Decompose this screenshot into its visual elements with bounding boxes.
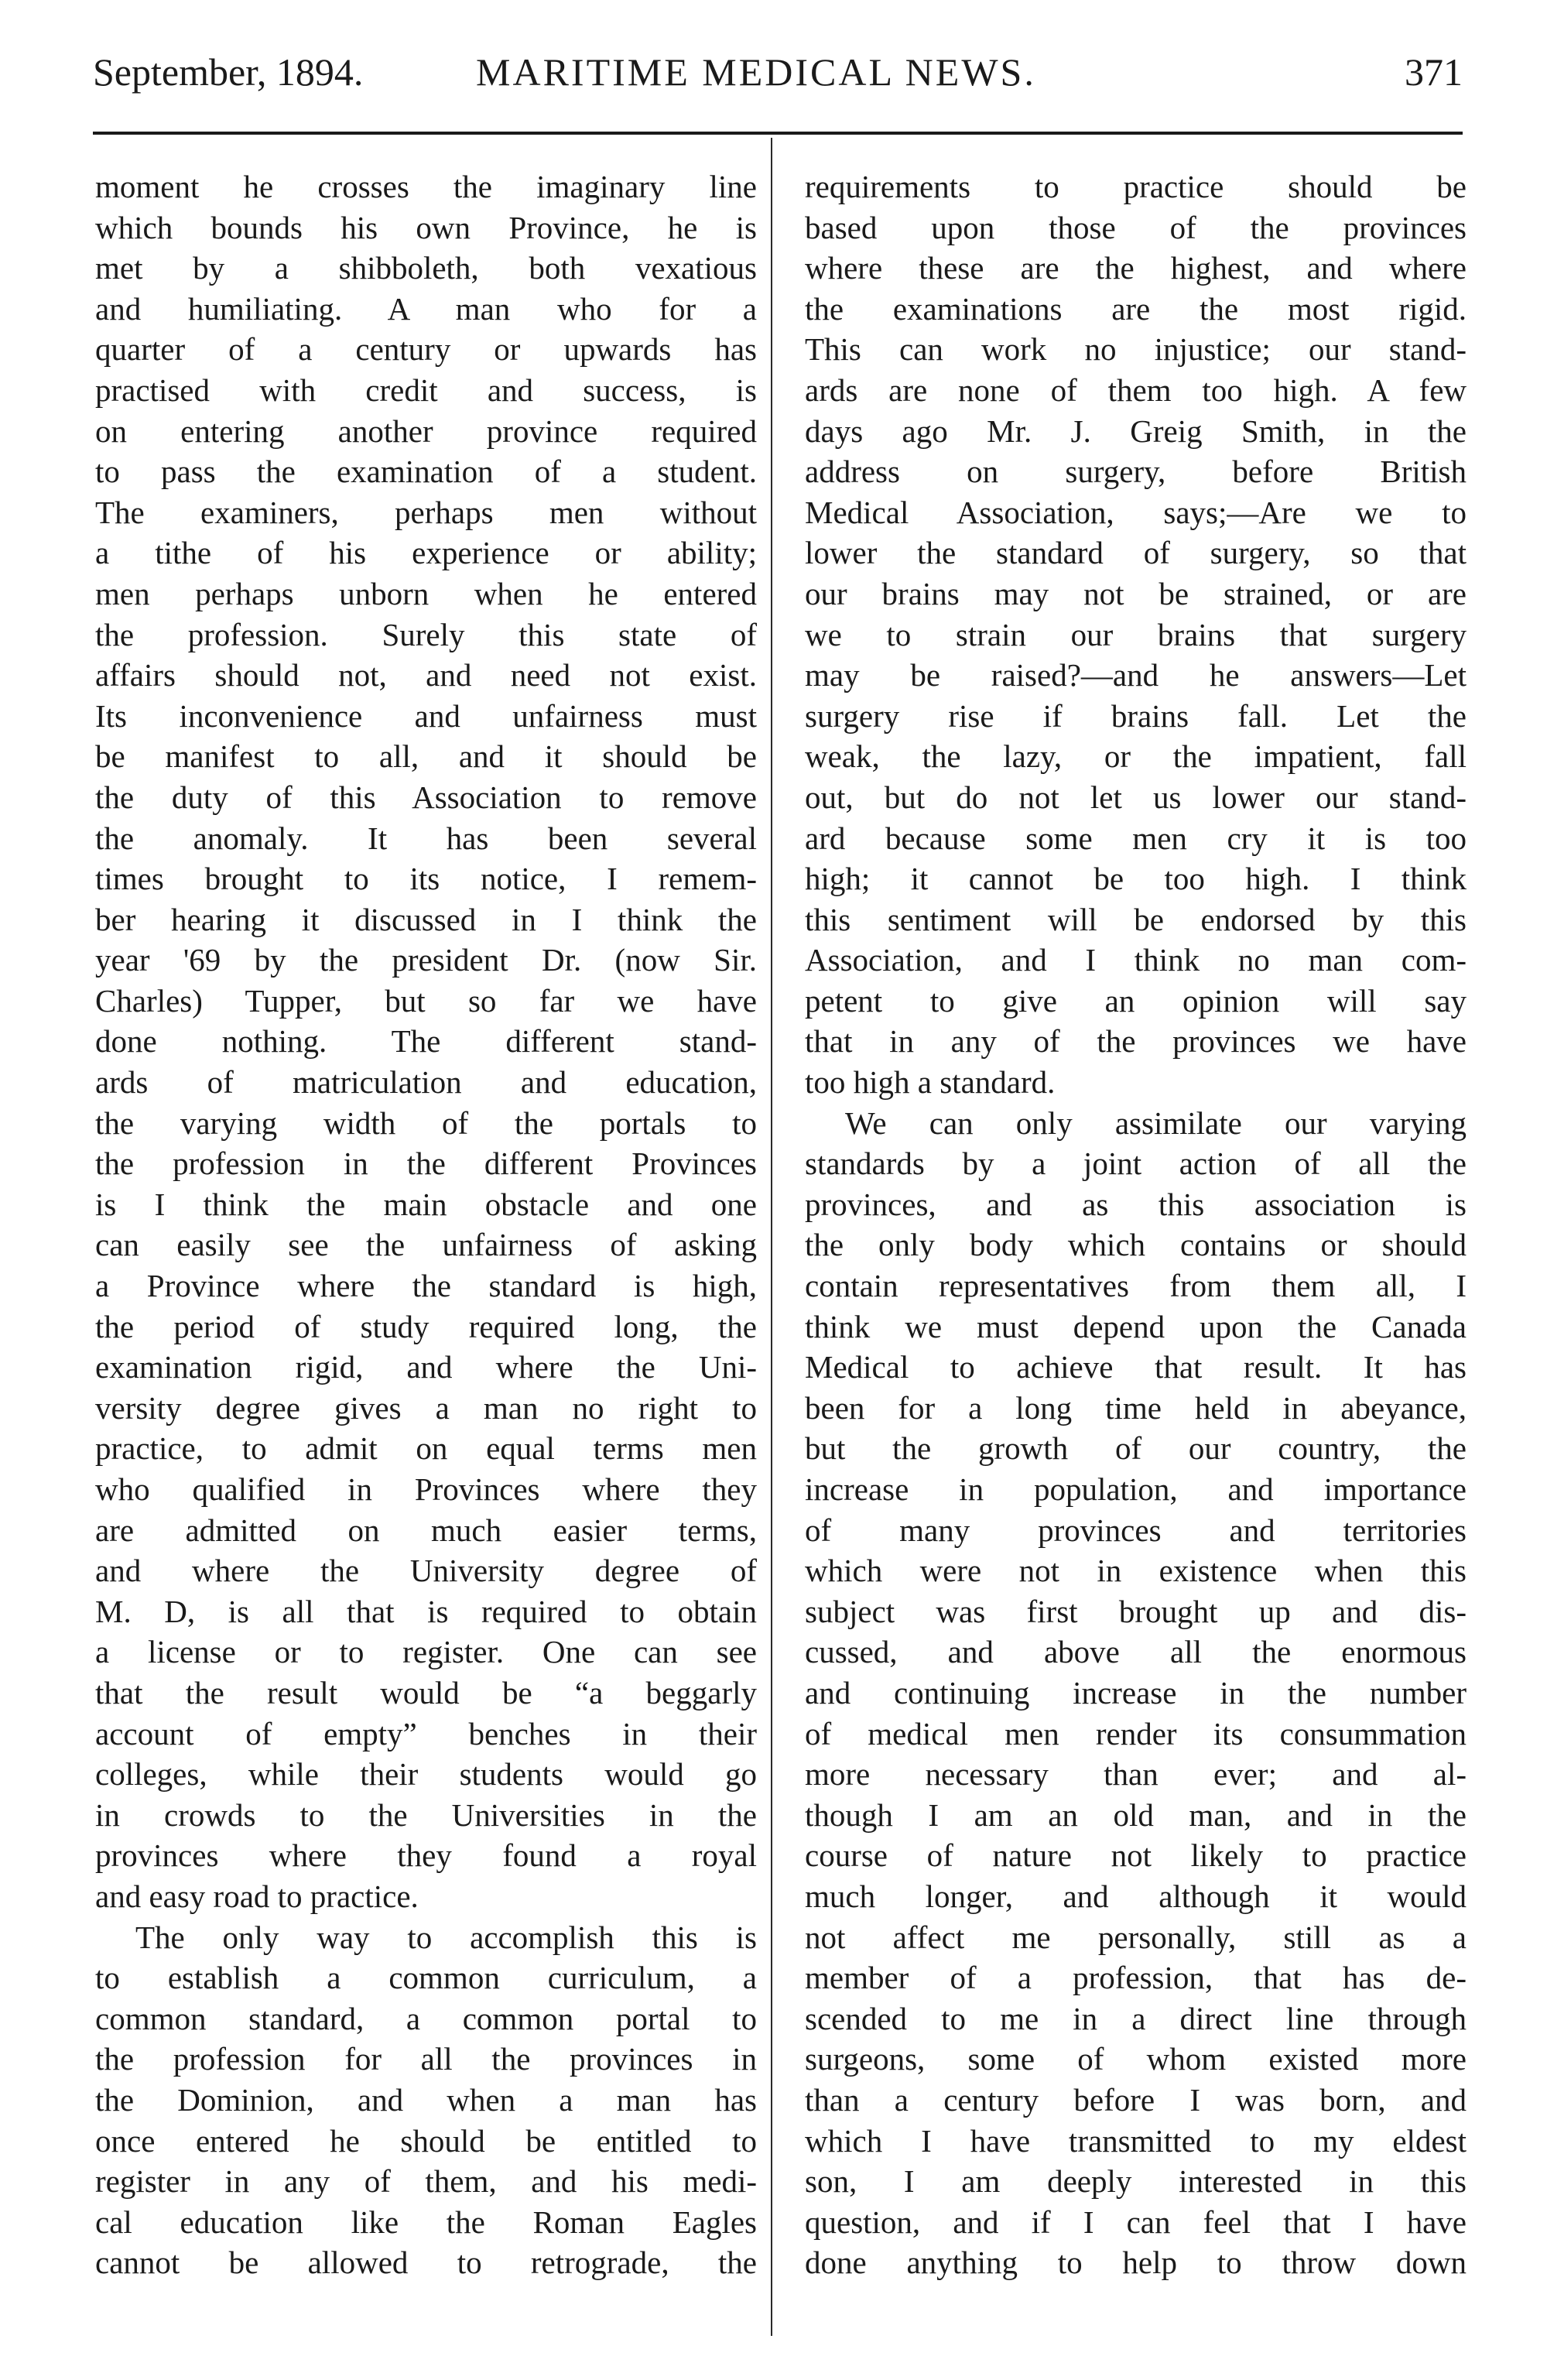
text-line: men perhaps unborn when he entered [95, 575, 757, 611]
text-line: a Province where the standard is high, [95, 1268, 757, 1304]
text-line: increase in population, and importance [805, 1471, 1467, 1507]
text-line: ard because some men cry it is too [805, 820, 1467, 856]
text-line: that the result would be “a beggarly [95, 1674, 757, 1711]
text-line: account of empty” benches in their [95, 1715, 757, 1752]
text-line: colleges, while their students would go [95, 1756, 757, 1793]
page-number: 371 [1405, 50, 1463, 94]
text-line: question, and if I can feel that I have [805, 2204, 1467, 2240]
text-line: the profession for all the provinces in [95, 2041, 757, 2077]
text-line: which bounds his own Province, he is [95, 209, 757, 245]
text-line: high; it cannot be too high. I think [805, 861, 1467, 897]
text-line: to establish a common curriculum, a [95, 1960, 757, 1996]
text-line: register in any of them, and his medi- [95, 2163, 757, 2200]
text-line: address on surgery, before British [805, 454, 1467, 490]
text-line: member of a profession, that has de- [805, 1960, 1467, 1996]
text-line: once entered he should be entitled to [95, 2122, 757, 2159]
text-line: done anything to help to throw down [805, 2245, 1467, 2281]
text-line: to pass the examination of a student. [95, 454, 757, 490]
column-divider [771, 138, 772, 2336]
text-line: common standard, a common portal to [95, 2000, 757, 2036]
text-line: petent to give an opinion will say [805, 982, 1467, 1019]
text-line: year '69 by the president Dr. (now Sir. [95, 942, 757, 978]
text-line: M. D, is all that is required to obtain [95, 1593, 757, 1629]
text-line: of medical men render its consummation [805, 1715, 1467, 1752]
text-line: We can only assimilate our varying [845, 1104, 1467, 1141]
text-line: of many provinces and territories [805, 1512, 1467, 1548]
text-line: out, but do not let us lower our stand- [805, 779, 1467, 815]
text-line: surgery rise if brains fall. Let the [805, 697, 1467, 734]
text-line: the profession in the different Provinces [95, 1145, 757, 1182]
text-line: on entering another province required [95, 413, 757, 449]
text-line: provinces, and as this association is [805, 1186, 1467, 1222]
text-line: and where the University degree of [95, 1553, 757, 1589]
text-line: the profession. Surely this state of [95, 616, 757, 652]
header-date: September, 1894. [93, 50, 364, 94]
text-line: cannot be allowed to retrograde, the [95, 2245, 757, 2281]
text-line: too high a standard. [805, 1064, 1056, 1101]
text-line: examination rigid, and where the Uni- [95, 1349, 757, 1385]
text-line: the examinations are the most rigid. [805, 290, 1467, 327]
text-line: a tithe of his experience or ability; [95, 535, 757, 571]
text-line: the only body which contains or should [805, 1227, 1467, 1263]
text-line: Medical to achieve that result. It has [805, 1349, 1467, 1385]
text-line: the duty of this Association to remove [95, 779, 757, 815]
text-line: more necessary than ever; and al- [805, 1756, 1467, 1793]
text-line: the anomaly. It has been several [95, 820, 757, 856]
text-line: ber hearing it discussed in I think the [95, 901, 757, 937]
text-line: can easily see the unfairness of asking [95, 1227, 757, 1263]
text-line: we to strain our brains that surgery [805, 616, 1467, 652]
text-line: Medical Association, says;—Are we to [805, 494, 1467, 530]
text-line: provinces where they found a royal [95, 1837, 757, 1874]
text-line: not affect me personally, still as a [805, 1919, 1467, 1955]
text-line: the varying width of the portals to [95, 1104, 757, 1141]
text-line: practice, to admit on equal terms men [95, 1430, 757, 1467]
text-line: contain representatives from them all, I [805, 1268, 1467, 1304]
text-line: Association, and I think no man com- [805, 942, 1467, 978]
text-line: and humiliating. A man who for a [95, 290, 757, 327]
text-line: which I have transmitted to my eldest [805, 2122, 1467, 2159]
text-line: son, I am deeply interested in this [805, 2163, 1467, 2200]
text-line: is I think the main obstacle and one [95, 1186, 757, 1222]
text-line: scended to me in a direct line through [805, 2000, 1467, 2036]
text-line: The examiners, perhaps men without [95, 494, 757, 530]
text-line: moment he crosses the imaginary line [95, 169, 757, 204]
text-line: and easy road to practice. [95, 1878, 419, 1914]
text-line: ards are none of them too high. A few [805, 372, 1467, 408]
text-line: done nothing. The different stand- [95, 1023, 757, 1060]
text-line: think we must depend upon the Canada [805, 1308, 1467, 1344]
text-line: but the growth of our country, the [805, 1430, 1467, 1467]
text-line: may be raised?—and he answers—Let [805, 657, 1467, 693]
text-line: Charles) Tupper, but so far we have [95, 982, 757, 1019]
text-line: This can work no injustice; our stand- [805, 331, 1467, 368]
text-line: our brains may not be strained, or are [805, 575, 1467, 611]
text-line: though I am an old man, and in the [805, 1796, 1467, 1833]
text-line: that in any of the provinces we have [805, 1023, 1467, 1060]
text-line: Its inconvenience and unfairness must [95, 697, 757, 734]
text-line: cal education like the Roman Eagles [95, 2204, 757, 2240]
text-line: are admitted on much easier terms, [95, 1512, 757, 1548]
text-line: much longer, and although it would [805, 1878, 1467, 1914]
text-line: times brought to its notice, I remem- [95, 861, 757, 897]
right-column [805, 166, 1467, 2283]
text-line: course of nature not likely to practice [805, 1837, 1467, 1874]
text-line: based upon those of the provinces [805, 209, 1467, 245]
text-line: requirements to practice should be [805, 169, 1467, 204]
text-line: days ago Mr. J. Greig Smith, in the [805, 413, 1467, 449]
text-line: a license or to register. One can see [95, 1634, 757, 1670]
text-line: which were not in existence when this [805, 1553, 1467, 1589]
text-line: weak, the lazy, or the impatient, fall [805, 738, 1467, 775]
text-line: The only way to accomplish this is [135, 1919, 757, 1955]
left-column [95, 166, 757, 2283]
text-line: affairs should not, and need not exist. [95, 657, 757, 693]
text-line: the Dominion, and when a man has [95, 2081, 757, 2118]
text-line: lower the standard of surgery, so that [805, 535, 1467, 571]
text-line: be manifest to all, and it should be [95, 738, 757, 775]
text-line: subject was first brought up and dis- [805, 1593, 1467, 1629]
journal-title: MARITIME MEDICAL NEWS. [476, 50, 1036, 94]
text-line: this sentiment will be endorsed by this [805, 901, 1467, 937]
text-line: who qualified in Provinces where they [95, 1471, 757, 1507]
text-line: versity degree gives a man no right to [95, 1389, 757, 1426]
text-line: where these are the highest, and where [805, 250, 1467, 286]
text-line: met by a shibboleth, both vexatious [95, 250, 757, 286]
text-line: standards by a joint action of all the [805, 1145, 1467, 1182]
text-line: practised with credit and success, is [95, 372, 757, 408]
text-line: been for a long time held in abeyance, [805, 1389, 1467, 1426]
page-header [93, 45, 1463, 115]
text-line: cussed, and above all the enormous [805, 1634, 1467, 1670]
text-line: and continuing increase in the number [805, 1674, 1467, 1711]
text-line: ards of matriculation and education, [95, 1064, 757, 1101]
text-line: quarter of a century or upwards has [95, 331, 757, 368]
header-rule [93, 132, 1463, 135]
text-line: the period of study required long, the [95, 1308, 757, 1344]
text-line: surgeons, some of whom existed more [805, 2041, 1467, 2077]
text-line: than a century before I was born, and [805, 2081, 1467, 2118]
text-line: in crowds to the Universities in the [95, 1796, 757, 1833]
